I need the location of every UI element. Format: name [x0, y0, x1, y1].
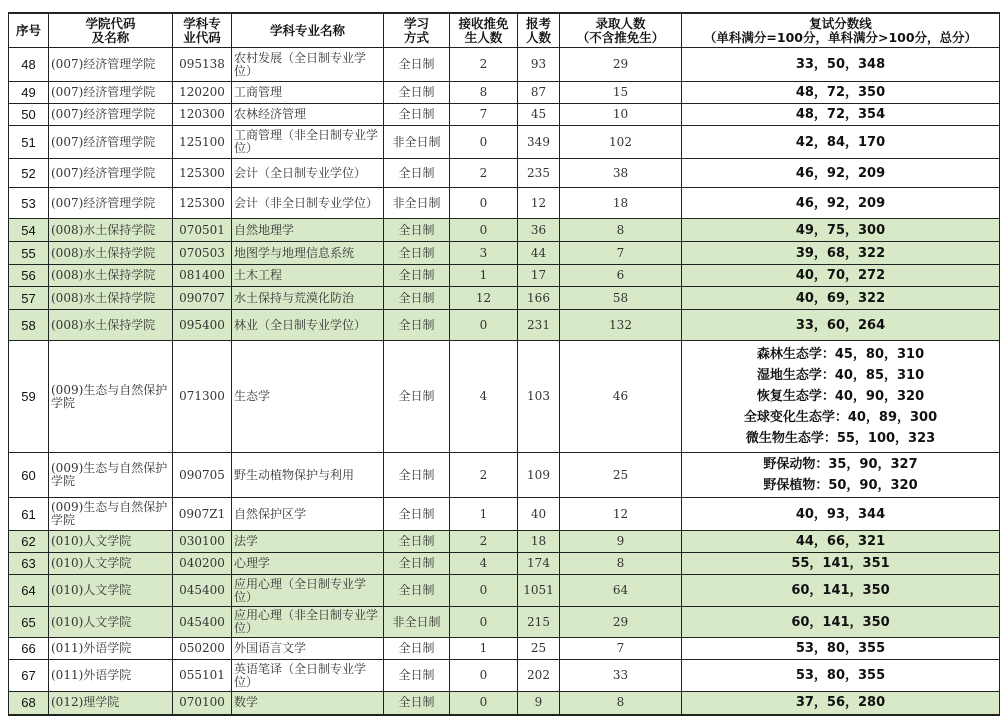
mode-cell: 全日制	[384, 692, 450, 715]
exempt-count-cell: 2	[450, 48, 518, 82]
admitted-count-cell: 29	[560, 48, 682, 82]
applicant-count-cell: 215	[518, 607, 560, 638]
score-line: 60，141，350	[791, 583, 890, 598]
college-cell: (010)人文学院	[49, 607, 173, 638]
major-cell: 心理学	[232, 553, 384, 575]
exempt-count-cell: 4	[450, 553, 518, 575]
applicant-count-cell: 166	[518, 287, 560, 310]
seq-cell: 59	[9, 341, 49, 453]
score-line-cell	[682, 82, 1000, 104]
applicant-count-cell: 9	[518, 692, 560, 715]
mode-cell: 全日制	[384, 82, 450, 104]
mode-cell: 全日制	[384, 660, 450, 692]
table-row	[9, 341, 1000, 453]
major-cell: 应用心理（全日制专业学位）	[232, 575, 384, 607]
score-line-cell	[682, 575, 1000, 607]
admitted-count-cell: 29	[560, 607, 682, 638]
exempt-count-cell: 0	[450, 310, 518, 341]
seq-cell: 55	[9, 242, 49, 265]
score-line: 42，84，170	[795, 134, 886, 150]
major-cell: 工商管理	[232, 82, 384, 104]
mode-cell: 全日制	[384, 453, 450, 498]
admitted-count-cell: 8	[560, 692, 682, 715]
score-line-cell	[682, 287, 1000, 310]
admitted-count-cell: 7	[560, 638, 682, 660]
seq-cell: 50	[9, 104, 49, 126]
admitted-count-cell: 12	[560, 498, 682, 531]
score-line-cell	[682, 453, 1000, 498]
college-cell: (008)水土保持学院	[49, 242, 173, 265]
header-seq: 序号	[9, 13, 49, 48]
table-row	[9, 638, 1000, 660]
score-line: 60，141，350	[791, 614, 890, 630]
applicant-count-cell: 1051	[518, 575, 560, 607]
score-line-cell	[682, 265, 1000, 287]
table-row	[9, 265, 1000, 287]
table-header-row	[9, 13, 1000, 48]
score-line-cell	[682, 531, 1000, 553]
score-line-cell	[682, 188, 1000, 219]
mode-cell: 非全日制	[384, 126, 450, 159]
college-cell: (012)理学院	[49, 692, 173, 715]
college-cell: (010)人文学院	[49, 531, 173, 553]
mode-cell: 全日制	[384, 531, 450, 553]
seq-cell: 51	[9, 126, 49, 159]
exempt-count-cell: 12	[450, 287, 518, 310]
table-row	[9, 553, 1000, 575]
code-cell: 081400	[173, 265, 232, 287]
score-line-cell	[682, 498, 1000, 531]
college-cell: (007)经济管理学院	[49, 188, 173, 219]
applicant-count-cell: 231	[518, 310, 560, 341]
seq-cell: 65	[9, 607, 49, 638]
score-line: 33，50，348	[795, 57, 886, 72]
admitted-count-cell: 6	[560, 265, 682, 287]
college-cell: (008)水土保持学院	[49, 265, 173, 287]
admitted-count-cell: 18	[560, 188, 682, 219]
code-cell: 125100	[173, 126, 232, 159]
seq-cell: 49	[9, 82, 49, 104]
score-line: 55，141，351	[791, 556, 890, 571]
table-row	[9, 219, 1000, 242]
admitted-count-cell: 102	[560, 126, 682, 159]
admitted-count-cell: 25	[560, 453, 682, 498]
score-line-cell	[682, 104, 1000, 126]
code-cell: 095138	[173, 48, 232, 82]
major-cell: 土木工程	[232, 265, 384, 287]
score-line: 全球变化生态学：40，89，300	[743, 410, 938, 425]
college-cell: (008)水土保持学院	[49, 310, 173, 341]
major-cell: 农村发展（全日制专业学位）	[232, 48, 384, 82]
header-major: 学科专业名称	[232, 13, 384, 48]
score-line: 40，93，344	[795, 506, 886, 522]
college-cell: (011)外语学院	[49, 660, 173, 692]
exempt-count-cell: 4	[450, 341, 518, 453]
code-cell: 071300	[173, 341, 232, 453]
admitted-count-cell: 58	[560, 287, 682, 310]
score-line: 53，80，355	[795, 668, 886, 683]
major-cell: 生态学	[232, 341, 384, 453]
exempt-count-cell: 7	[450, 104, 518, 126]
college-cell: (007)经济管理学院	[49, 159, 173, 188]
mode-cell: 全日制	[384, 498, 450, 531]
seq-cell: 66	[9, 638, 49, 660]
score-line-cell	[682, 310, 1000, 341]
admitted-count-cell: 33	[560, 660, 682, 692]
seq-cell: 56	[9, 265, 49, 287]
major-cell: 水土保持与荒漠化防治	[232, 287, 384, 310]
seq-cell: 63	[9, 553, 49, 575]
mode-cell: 全日制	[384, 219, 450, 242]
score-line: 40，69，322	[795, 290, 886, 306]
score-line-cell	[682, 553, 1000, 575]
admitted-count-cell: 7	[560, 242, 682, 265]
table-row	[9, 607, 1000, 638]
score-line: 46，92，209	[795, 195, 886, 211]
major-cell: 自然保护区学	[232, 498, 384, 531]
admitted-count-cell: 64	[560, 575, 682, 607]
table-row	[9, 287, 1000, 310]
mode-cell: 全日制	[384, 104, 450, 126]
score-line-cell	[682, 219, 1000, 242]
applicant-count-cell: 349	[518, 126, 560, 159]
exempt-count-cell: 8	[450, 82, 518, 104]
exempt-count-cell: 1	[450, 265, 518, 287]
seq-cell: 67	[9, 660, 49, 692]
header-college: 学院代码 及名称	[49, 13, 173, 48]
admitted-count-cell: 8	[560, 219, 682, 242]
major-cell: 会计（全日制专业学位）	[232, 159, 384, 188]
score-line-cell	[682, 607, 1000, 638]
college-cell: (007)经济管理学院	[49, 48, 173, 82]
code-cell: 045400	[173, 607, 232, 638]
score-line-cell	[682, 660, 1000, 692]
code-cell: 090707	[173, 287, 232, 310]
mode-cell: 全日制	[384, 242, 450, 265]
exempt-count-cell: 0	[450, 219, 518, 242]
score-line: 39，68，322	[795, 245, 886, 261]
code-cell: 040200	[173, 553, 232, 575]
score-line: 44，66，321	[795, 534, 886, 549]
code-cell: 090705	[173, 453, 232, 498]
major-cell: 野生动植物保护与利用	[232, 453, 384, 498]
score-line: 野保动物：35，90，327	[763, 457, 918, 472]
score-line: 37，56，280	[795, 695, 886, 711]
score-line-cell	[682, 692, 1000, 715]
code-cell: 095400	[173, 310, 232, 341]
score-line: 湿地生态学：40，85，310	[756, 368, 925, 383]
code-cell: 030100	[173, 531, 232, 553]
college-cell: (010)人文学院	[49, 575, 173, 607]
seq-cell: 58	[9, 310, 49, 341]
applicant-count-cell: 109	[518, 453, 560, 498]
seq-cell: 52	[9, 159, 49, 188]
seq-cell: 64	[9, 575, 49, 607]
code-cell: 055101	[173, 660, 232, 692]
exempt-count-cell: 2	[450, 453, 518, 498]
exempt-count-cell: 0	[450, 188, 518, 219]
code-cell: 070503	[173, 242, 232, 265]
score-line-cell	[682, 638, 1000, 660]
table-row	[9, 48, 1000, 82]
code-cell: 125300	[173, 188, 232, 219]
seq-cell: 60	[9, 453, 49, 498]
major-cell: 自然地理学	[232, 219, 384, 242]
applicant-count-cell: 40	[518, 498, 560, 531]
table-row	[9, 692, 1000, 715]
mode-cell: 全日制	[384, 310, 450, 341]
table-row	[9, 453, 1000, 498]
code-cell: 120200	[173, 82, 232, 104]
major-cell: 会计（非全日制专业学位）	[232, 188, 384, 219]
score-line-cell	[682, 159, 1000, 188]
exempt-count-cell: 1	[450, 638, 518, 660]
exempt-count-cell: 2	[450, 531, 518, 553]
seq-cell: 54	[9, 219, 49, 242]
score-line: 46，92，209	[795, 165, 886, 181]
exempt-count-cell: 2	[450, 159, 518, 188]
mode-cell: 全日制	[384, 341, 450, 453]
applicant-count-cell: 45	[518, 104, 560, 126]
table-row	[9, 531, 1000, 553]
table-row	[9, 310, 1000, 341]
mode-cell: 全日制	[384, 638, 450, 660]
table-row	[9, 242, 1000, 265]
seq-cell: 62	[9, 531, 49, 553]
code-cell: 045400	[173, 575, 232, 607]
seq-cell: 53	[9, 188, 49, 219]
admitted-count-cell: 10	[560, 104, 682, 126]
college-cell: (007)经济管理学院	[49, 104, 173, 126]
applicant-count-cell: 12	[518, 188, 560, 219]
college-cell: (008)水土保持学院	[49, 219, 173, 242]
exempt-count-cell: 0	[450, 126, 518, 159]
applicant-count-cell: 103	[518, 341, 560, 453]
mode-cell: 全日制	[384, 575, 450, 607]
major-cell: 英语笔译（全日制专业学位）	[232, 660, 384, 692]
exempt-count-cell: 0	[450, 660, 518, 692]
applicant-count-cell: 202	[518, 660, 560, 692]
score-line: 53，80，355	[795, 641, 886, 656]
seq-cell: 57	[9, 287, 49, 310]
exempt-count-cell: 0	[450, 607, 518, 638]
applicant-count-cell: 174	[518, 553, 560, 575]
mode-cell: 非全日制	[384, 607, 450, 638]
mode-cell: 全日制	[384, 553, 450, 575]
admitted-count-cell: 15	[560, 82, 682, 104]
applicant-count-cell: 93	[518, 48, 560, 82]
score-line: 48，72，350	[795, 85, 886, 100]
applicant-count-cell: 17	[518, 265, 560, 287]
mode-cell: 全日制	[384, 265, 450, 287]
admitted-count-cell: 9	[560, 531, 682, 553]
college-cell: (010)人文学院	[49, 553, 173, 575]
table-row	[9, 159, 1000, 188]
code-cell: 0907Z1	[173, 498, 232, 531]
header-mode: 学习 方式	[384, 13, 450, 48]
header-code: 学科专 业代码	[173, 13, 232, 48]
header-exempt: 接收推免 生人数	[450, 13, 518, 48]
score-line: 49，75，300	[795, 222, 886, 238]
admitted-count-cell: 8	[560, 553, 682, 575]
table-row	[9, 575, 1000, 607]
college-cell: (007)经济管理学院	[49, 82, 173, 104]
code-cell: 070100	[173, 692, 232, 715]
major-cell: 外国语言文学	[232, 638, 384, 660]
applicant-count-cell: 235	[518, 159, 560, 188]
score-line: 微生物生态学：55，100，323	[745, 431, 936, 446]
mode-cell: 全日制	[384, 287, 450, 310]
admitted-count-cell: 132	[560, 310, 682, 341]
major-cell: 地图学与地理信息系统	[232, 242, 384, 265]
score-table	[8, 12, 1000, 716]
code-cell: 050200	[173, 638, 232, 660]
score-line: 野保植物：50，90，320	[763, 478, 918, 493]
exempt-count-cell: 1	[450, 498, 518, 531]
header-applicants: 报考 人数	[518, 13, 560, 48]
mode-cell: 非全日制	[384, 188, 450, 219]
header-admitted: 录取人数 （不含推免生）	[560, 13, 682, 48]
mode-cell: 全日制	[384, 48, 450, 82]
exempt-count-cell: 0	[450, 575, 518, 607]
score-line-cell	[682, 242, 1000, 265]
score-line: 40，70，272	[795, 268, 886, 283]
college-cell: (009)生态与自然保护学院	[49, 498, 173, 531]
college-cell: (009)生态与自然保护学院	[49, 453, 173, 498]
score-line-cell	[682, 341, 1000, 453]
seq-cell: 48	[9, 48, 49, 82]
mode-cell: 全日制	[384, 159, 450, 188]
admitted-count-cell: 46	[560, 341, 682, 453]
major-cell: 林业（全日制专业学位）	[232, 310, 384, 341]
college-cell: (008)水土保持学院	[49, 287, 173, 310]
code-cell: 070501	[173, 219, 232, 242]
table-row	[9, 126, 1000, 159]
exempt-count-cell: 3	[450, 242, 518, 265]
table-row	[9, 104, 1000, 126]
table-row	[9, 498, 1000, 531]
table-row	[9, 660, 1000, 692]
major-cell: 农林经济管理	[232, 104, 384, 126]
major-cell: 法学	[232, 531, 384, 553]
score-line: 森林生态学：45，80，310	[756, 347, 925, 362]
score-line: 33，60，264	[795, 317, 886, 333]
score-line: 48，72，354	[795, 107, 886, 122]
applicant-count-cell: 36	[518, 219, 560, 242]
applicant-count-cell: 25	[518, 638, 560, 660]
seq-cell: 68	[9, 692, 49, 715]
code-cell: 125300	[173, 159, 232, 188]
table-row	[9, 82, 1000, 104]
major-cell: 数学	[232, 692, 384, 715]
table-row	[9, 188, 1000, 219]
score-line: 恢复生态学：40，90，320	[756, 389, 925, 404]
college-cell: (009)生态与自然保护学院	[49, 341, 173, 453]
admitted-count-cell: 38	[560, 159, 682, 188]
exempt-count-cell: 0	[450, 692, 518, 715]
header-score-line: 复试分数线 （单科满分=100分，单科满分>100分，总分）	[682, 13, 1000, 48]
seq-cell: 61	[9, 498, 49, 531]
code-cell: 120300	[173, 104, 232, 126]
applicant-count-cell: 87	[518, 82, 560, 104]
score-line-cell	[682, 48, 1000, 82]
college-cell: (007)经济管理学院	[49, 126, 173, 159]
applicant-count-cell: 18	[518, 531, 560, 553]
major-cell: 应用心理（非全日制专业学位）	[232, 607, 384, 638]
college-cell: (011)外语学院	[49, 638, 173, 660]
score-line-cell	[682, 126, 1000, 159]
major-cell: 工商管理（非全日制专业学位）	[232, 126, 384, 159]
applicant-count-cell: 44	[518, 242, 560, 265]
